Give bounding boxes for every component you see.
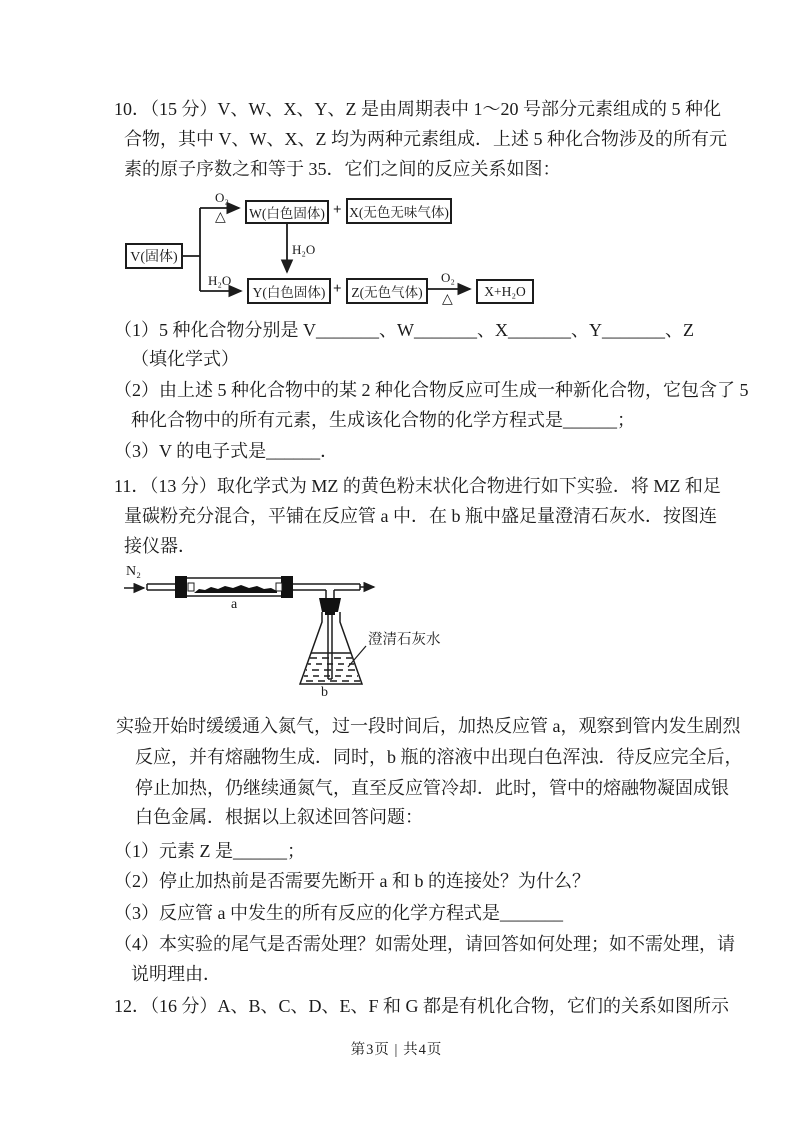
n2-inlet-label: N₂ — [126, 564, 141, 579]
q11-sub-1: （1）元素 Z 是______； — [114, 841, 305, 861]
q10-line-1: 10．（15 分）V、W、X、Y、Z 是由周期表中 1～20 号部分元素组成的 5 种化 — [114, 99, 721, 119]
q10-sub-1: （1）5 种化合物分别是 V_______、W_______、X_______、Y_______、Z — [114, 320, 694, 340]
flow-label-o2-right: O₂ — [441, 270, 455, 285]
flow-box-w: W(白色固体) — [245, 200, 329, 224]
flow-label-delta-right: △ — [442, 292, 453, 307]
q11-para-4: 白色金属．根据以上叙述回答问题： — [135, 807, 423, 827]
flow-plus-top: + — [333, 202, 342, 218]
q11-line-1: 11．（13 分）取化学式为 MZ 的黄色粉末状化合物进行如下实验．将 MZ 和足 — [114, 476, 721, 496]
flow-box-y: Y(白色固体) — [247, 278, 331, 304]
flow-label-delta-top: △ — [215, 210, 226, 225]
q11-para-3: 停止加热，仍继续通氮气，直至反应管冷却．此时，管中的熔融物凝固成银 — [135, 778, 729, 798]
q11-line-2: 量碳粉充分混合，平铺在反应管 a 中．在 b 瓶中盛足量澄清石灰水．按图连 — [124, 506, 717, 526]
flow-box-result: X+H₂O — [476, 279, 534, 304]
q11-sub-3: （3）反应管 a 中发生的所有反应的化学方程式是_______ — [114, 903, 563, 923]
q11-para-1: 实验开始时缓缓通入氮气，过一段时间后，加热反应管 a，观察到管内发生剧烈 — [116, 716, 741, 736]
tube-a-label: a — [231, 597, 238, 612]
flow-box-z: Z(无色气体) — [346, 278, 428, 304]
q10-line-3: 素的原子序数之和等于 35．它们之间的反应关系如图： — [124, 159, 561, 179]
q11-sub-4-cont: 说明理由． — [131, 964, 221, 984]
flow-label-h2o-mid: H₂O — [292, 242, 316, 257]
flow-label-h2o-bottom: H₂O — [208, 273, 232, 288]
q11-line-3: 接仪器． — [124, 536, 196, 556]
flask-b-label: b — [321, 685, 328, 700]
q10-sub-3: （3）V 的电子式是______． — [114, 441, 339, 461]
apparatus-diagram — [120, 558, 460, 710]
flow-plus-bottom: + — [333, 281, 342, 297]
page-footer: 第3页 | 共4页 — [350, 1042, 443, 1058]
flow-label-o2-top: O₂ — [215, 190, 229, 205]
flow-box-v: V(固体) — [125, 243, 183, 269]
q11-para-2: 反应，并有熔融物生成．同时，b 瓶的溶液中出现白色浑浊．待反应完全后， — [135, 747, 743, 767]
q12-line-1: 12．（16 分）A、B、C、D、E、F 和 G 都是有机化合物，它们的关系如图所示 — [114, 996, 730, 1016]
q10-sub-2-cont: 种化合物中的所有元素，生成该化合物的化学方程式是______； — [131, 410, 635, 430]
q11-sub-4: （4）本实验的尾气是否需处理？如需处理，请回答如何处理；如不需处理，请 — [114, 934, 735, 954]
q10-sub-2: （2）由上述 5 种化合物中的某 2 种化合物反应可生成一种新化合物，它包含了 5 — [114, 380, 749, 400]
reaction-flowchart — [120, 192, 544, 318]
flow-box-x: X(无色无味气体) — [346, 198, 452, 224]
q10-line-2: 合物，其中 V、W、X、Z 均为两种元素组成．上述 5 种化合物涉及的所有元 — [124, 129, 727, 149]
q10-sub-1-cont: （填化学式） — [131, 349, 239, 369]
q11-sub-2: （2）停止加热前是否需要先断开 a 和 b 的连接处？为什么？ — [114, 871, 590, 891]
limewater-label: 澄清石灰水 — [368, 632, 441, 648]
